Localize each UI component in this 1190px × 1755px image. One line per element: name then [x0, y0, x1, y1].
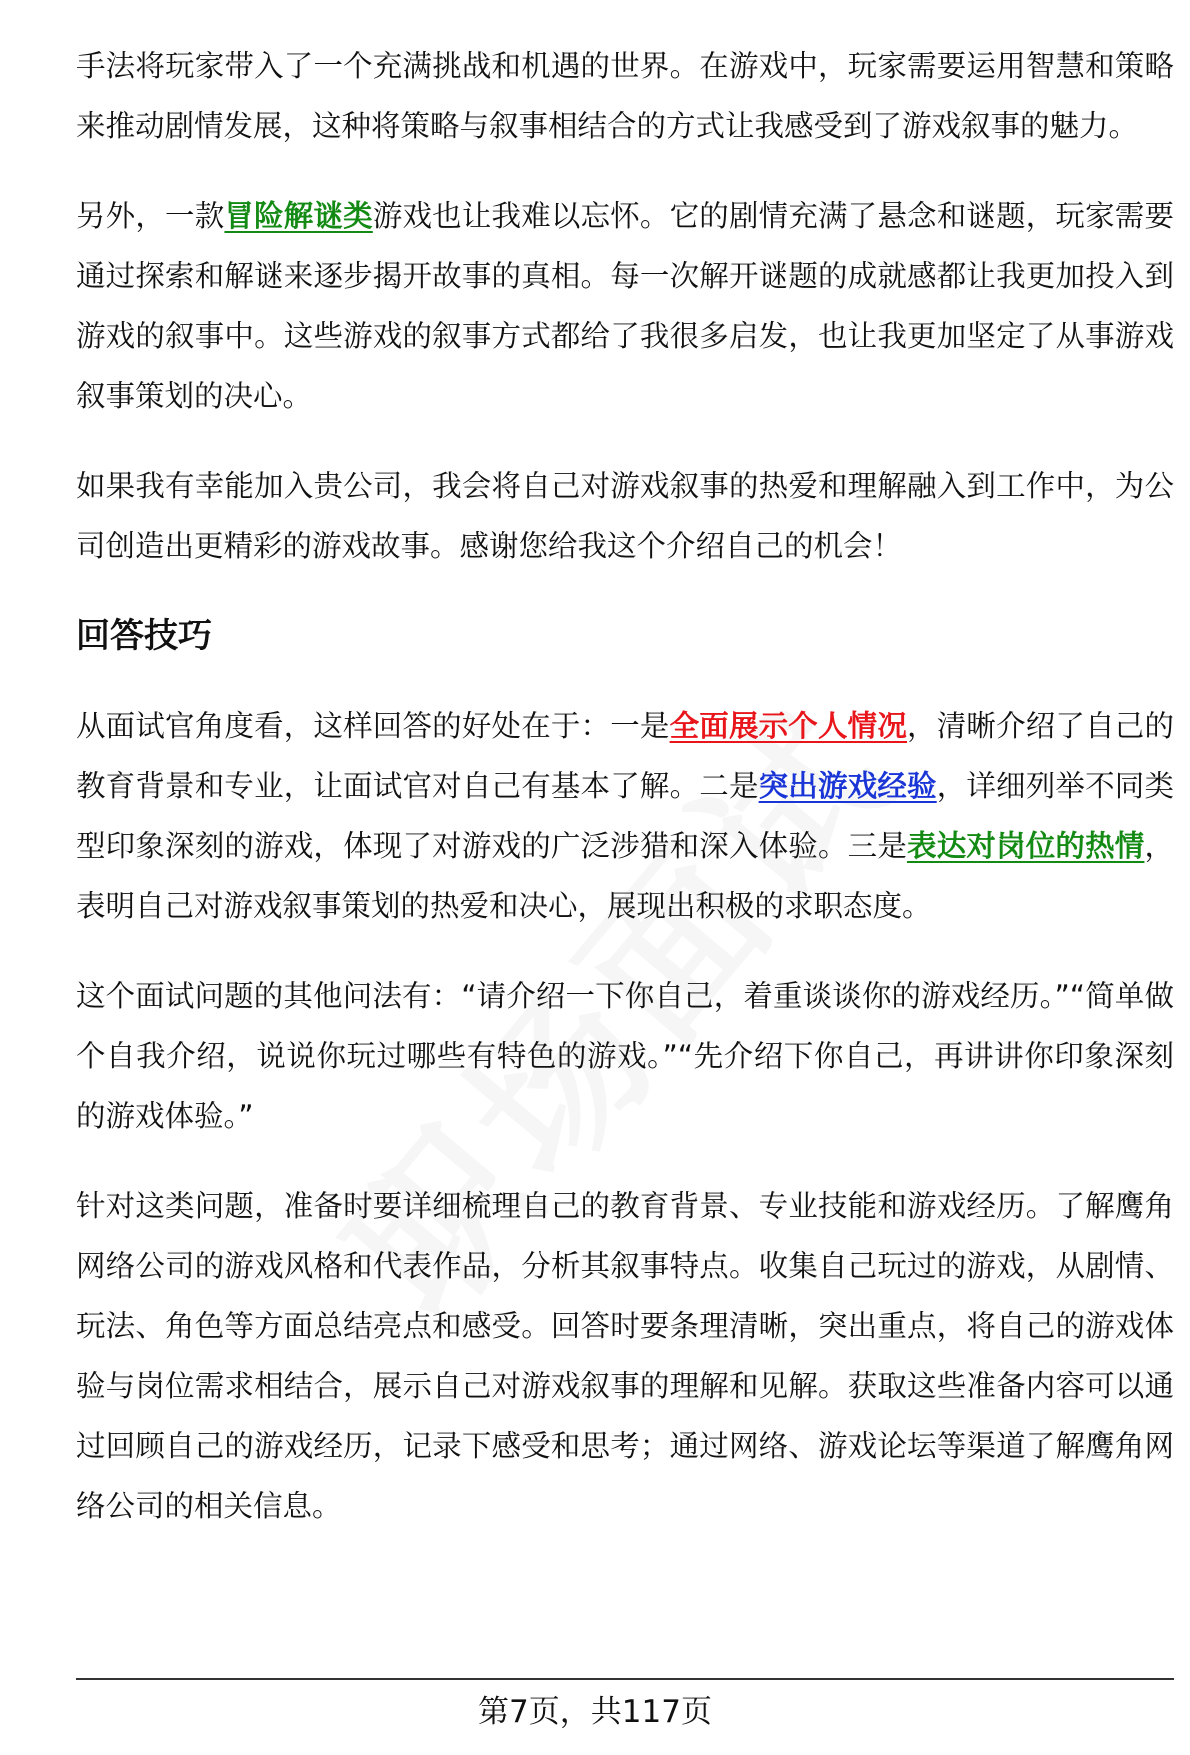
highlight-game-experience: 突出游戏经验: [758, 769, 937, 803]
paragraph-alternative-questions: 这个面试问题的其他问法有：“请介绍一下你自己，着重谈谈你的游戏经历。”“简单做个自我介绍，说说你玩过哪些有特色的游戏。”“先介绍下你自己，再讲讲你印象深刻的游戏体验。”: [76, 979, 1174, 1133]
paragraph-interviewer-view: [76, 696, 1174, 936]
paragraph-text: ，清晰介绍了自己的教育背景和专业，让面试官对自己有基本了解。二是: [76, 709, 1174, 803]
paragraph-text: 游戏也让我难以忘怀。它的剧情充满了悬念和谜题，玩家需要通过探索和解谜来逐步揭开故事的真相。每一次解开谜题的成就感都让我更加投入到游戏的叙事中。这些游戏的叙事方式都给了我很多启发，也让我更加坚定了从事游戏叙事策划的决心。: [76, 199, 1174, 413]
page-number: 第7页，共117页: [478, 1694, 712, 1730]
highlight-job-passion: 表达对岗位的热情: [907, 829, 1145, 863]
highlight-personal-info: 全面展示个人情况: [669, 709, 908, 743]
highlight-adventure-puzzle: 冒险解谜类: [224, 199, 373, 233]
paragraph-text: 从面试官角度看，这样回答的好处在于：一是: [76, 709, 670, 743]
paragraph-preparation: 针对这类问题，准备时要详细梳理自己的教育背景、专业技能和游戏经历。了解鹰角网络公司的游戏风格和代表作品，分析其叙事特点。收集自己玩过的游戏，从剧情、玩法、角色等方面总结亮点和感受。回答时要条理清晰，突出重点，将自己的游戏体验与岗位需求相结合，展示自己对游戏叙事的理解和见解。获取这些准备内容可以通过回顾自己的游戏经历，记录下感受和思考；通过网络、游戏论坛等渠道了解鹰角网络公司的相关信息。: [76, 1189, 1174, 1523]
paragraph-strategy-games: 手法将玩家带入了一个充满挑战和机遇的世界。在游戏中，玩家需要运用智慧和策略来推动剧情发展，这种将策略与叙事相结合的方式让我感受到了游戏叙事的魅力。: [76, 49, 1174, 143]
paragraph-closing: 如果我有幸能加入贵公司，我会将自己对游戏叙事的热爱和理解融入到工作中，为公司创造出更精彩的游戏故事。感谢您给我这个介绍自己的机会！: [76, 469, 1174, 563]
section-heading-answer-tips: 回答技巧: [76, 616, 212, 656]
paragraph-adventure-puzzle: [76, 186, 1174, 426]
paragraph-text: ，表明自己对游戏叙事策划的热爱和决心，展现出积极的求职态度。: [76, 829, 1174, 923]
paragraph-text: ，详细列举不同类型印象深刻的游戏，体现了对游戏的广泛涉猎和深入体验。三是: [76, 769, 1174, 863]
document-page: [76, 36, 1174, 1566]
paragraph-text: 另外，一款: [76, 199, 225, 233]
footer-divider: [76, 1678, 1174, 1680]
